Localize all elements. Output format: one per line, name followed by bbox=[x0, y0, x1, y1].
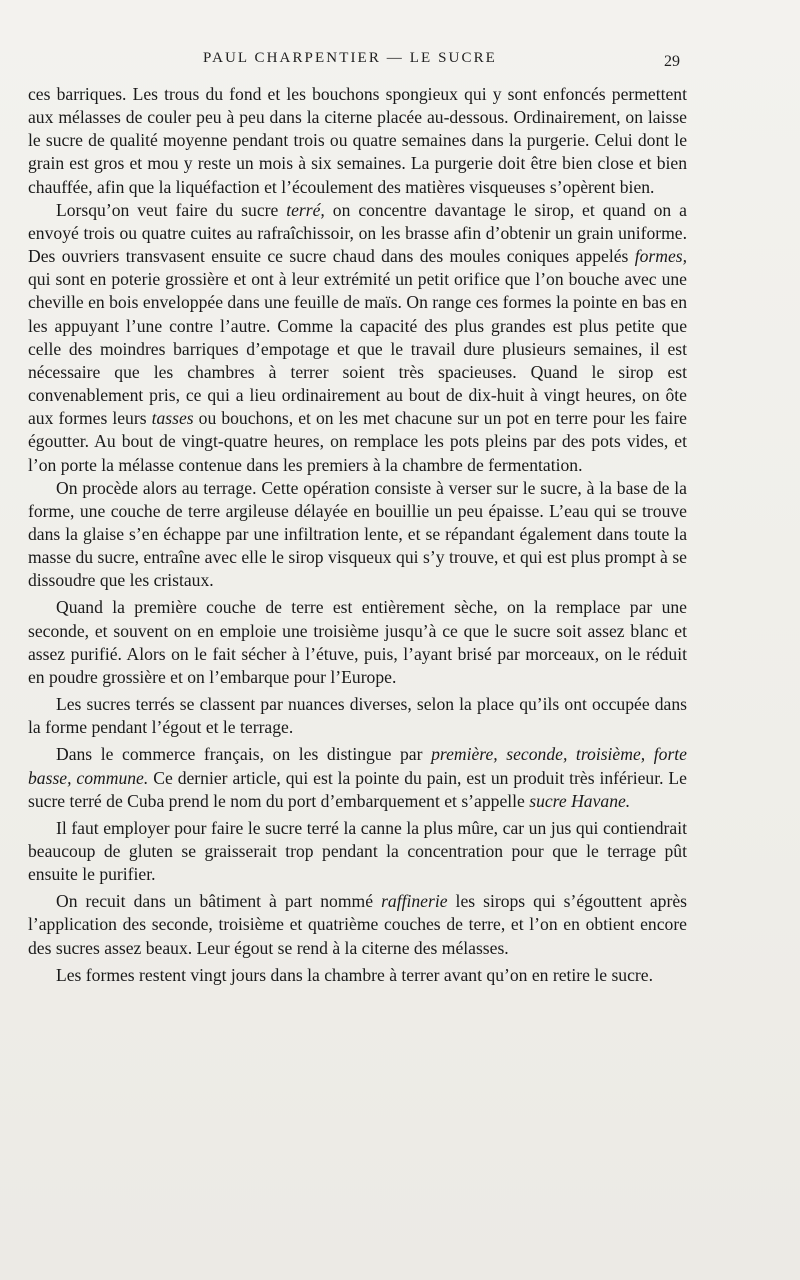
text-run: ces barriques. Les trous du fond et les bouchons spongieux qui y sont enfoncés permettent aux mélasses de couler peu à peu dans la citerne placée au-dessous. Ordinairement, on laisse le sucre de qualité moyenne pendant trois ou quatre semaines dans la purgerie. Celui dont le grain est gros et mou y reste un mois à six semaines. La purgerie doit être bien close et bien chauffée, afin que la liquéfaction et l’écoulement des matières visqueuses s’opèrent bien. bbox=[28, 84, 687, 197]
text-run: qui sont en poterie grossière et ont à leur extrémité un petit orifice que l’on bouche avec une cheville en bois enveloppée dans une feuille de maïs. On range ces formes la pointe en bas en les appuyant l’une contre l’autre. Comme la capacité des plus grandes est plus petite que celle des moindres barriques d’empotage et que le travail dure plusieurs semaines, il est nécessaire que les chambres à terrer soient très spacieuses. Quand le sirop est convenablement pris, ce qui a lieu ordinairement au bout de dix-huit à vingt heures, on ôte aux formes leurs bbox=[28, 269, 687, 429]
italic-term: terré, bbox=[286, 199, 325, 220]
italic-term: première, seconde, troisième, forte basse, commune. bbox=[28, 744, 687, 788]
body-text bbox=[28, 83, 687, 987]
paragraph bbox=[28, 817, 687, 886]
text-run: Il faut employer pour faire le sucre terré la canne la plus mûre, car un jus qui contiendrait beaucoup de gluten se graisserait trop pendant la concentration pour que le terrage pût ensuite le purifier. bbox=[28, 817, 687, 885]
text-run: on concentre davantage le sirop, et quand on a envoyé trois ou quatre cuites au rafraîchissoir, on les brasse afin d’obtenir un grain uniforme. Des ouvriers transvasent ensuite ce sucre chaud dans des moules coniques appelés bbox=[28, 199, 687, 267]
paragraph bbox=[28, 693, 687, 739]
italic-term: sucre Havane. bbox=[529, 790, 631, 811]
running-head bbox=[0, 50, 800, 72]
paragraph bbox=[28, 199, 687, 477]
text-run: Les sucres terrés se classent par nuances diverses, selon la place qu’ils ont occupée dans la forme pendant l’égout et le terrage. bbox=[28, 694, 687, 738]
paragraph bbox=[28, 890, 687, 959]
paragraph bbox=[28, 477, 687, 593]
text-run: Les formes restent vingt jours dans la chambre à terrer avant qu’on en retire le sucre. bbox=[56, 964, 653, 985]
page-number: 29 bbox=[664, 53, 680, 70]
text-run: ou bouchons, et on les met chacune sur un pot en terre pour les faire égoutter. Au bout de vingt-quatre heures, on remplace les pots pleins par des pots vides, et l’on porte la mélasse contenue dans les premiers à la chambre de fermentation. bbox=[28, 408, 687, 475]
text-run: Lorsqu’on veut faire du sucre bbox=[56, 199, 287, 220]
text-run: Dans le commerce français, on les distingue par bbox=[56, 744, 432, 765]
text-run: les sirops qui s’égouttent après l’application des seconde, troisième et quatrième couches de terre, et l’on en obtient encore des sucres assez beaux. Leur égout se rend à la citerne des mélasses. bbox=[28, 891, 687, 958]
italic-term: raffinerie bbox=[381, 891, 448, 912]
running-title: PAUL CHARPENTIER — LE SUCRE bbox=[203, 50, 497, 66]
text-run: Quand la première couche de terre est entièrement sèche, on la remplace par une seconde, et souvent on en emploie une troisième jusqu’à ce que le sucre soit assez blanc et assez purifié. Alors on le fait sécher à l’étuve, puis, l’ayant brisé par morceaux, on le réduit en poudre grossière et on l’embarque pour l’Europe. bbox=[28, 597, 687, 687]
text-run: On procède alors au terrage. Cette opération consiste à verser sur le sucre, à la base de la forme, une couche de terre argileuse délayée en bouillie un peu épaisse. L’eau qui se trouve dans la glaise s’en échappe par une infiltration lente, et se répandant également dans toute la masse du sucre, entraîne avec elle le sirop visqueux qui s’y trouve, et qui est plus prompt à se dissoudre que les cristaux. bbox=[28, 477, 687, 591]
paragraph bbox=[28, 964, 687, 987]
paragraph bbox=[28, 743, 687, 812]
text-run: On recuit dans un bâtiment à part nommé bbox=[56, 891, 382, 912]
paragraph bbox=[28, 83, 687, 199]
italic-term: tasses bbox=[151, 408, 194, 429]
text-run: Ce dernier article, qui est la pointe du pain, est un produit très inférieur. Le sucre terré de Cuba prend le nom du port d’embarquement et s’appelle bbox=[28, 767, 687, 811]
paragraph bbox=[28, 596, 687, 689]
italic-term: formes, bbox=[634, 246, 687, 267]
